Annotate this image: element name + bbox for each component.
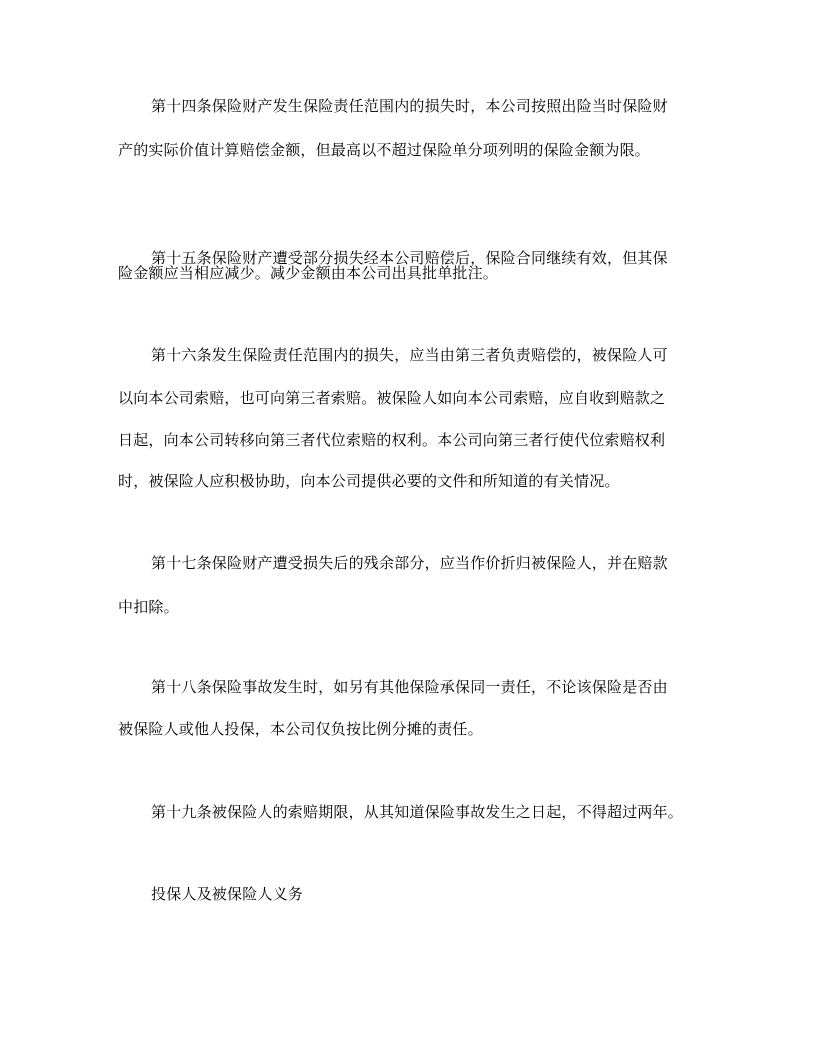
article-17-line-2: [0, 597, 816, 617]
article-14-line-1: [0, 96, 816, 116]
paragraph-text: 第十五条保险财产遭受部分损失经本公司赔偿后，保险合同继续有效，但其保: [151, 249, 668, 267]
article-18-line-2: [0, 719, 816, 739]
article-14-line-2: [0, 140, 816, 160]
article-15-line-2: [0, 263, 816, 283]
article-19-line-1: [0, 802, 816, 822]
paragraph-text: 第十七条保险财产遭受损失后的残余部分，应当作价折归被保险人，并在赔款: [151, 554, 668, 572]
paragraph-text: 以向本公司索赔，也可向第三者索赔。被保险人如向本公司索赔，应自收到赔款之: [118, 389, 666, 407]
section-heading-text: 投保人及被保险人义务: [151, 885, 304, 903]
paragraph-text: 第十八条保险事故发生时，如另有其他保险承保同一责任，不论该保险是否由: [151, 678, 668, 696]
article-17-line-1: [0, 553, 816, 573]
article-16-line-2: [0, 388, 816, 408]
paragraph-text: 时，被保险人应积极协助，向本公司提供必要的文件和所知道的有关情况。: [118, 472, 620, 490]
paragraph-text: 被保险人或他人投保，本公司仅负按比例分摊的责任。: [118, 720, 483, 738]
paragraph-text: 日起，向本公司转移向第三者代位索赔的权利。本公司向第三者行使代位索赔权利: [118, 431, 666, 449]
paragraph-text: 险金额应当相应减少。减少金额由本公司出具批单批注。: [118, 264, 499, 282]
article-18-line-1: [0, 677, 816, 697]
article-16-line-3: [0, 430, 816, 450]
section-heading: [0, 884, 816, 904]
paragraph-text: 第十六条发生保险责任范围内的损失，应当由第三者负责赔偿的，被保险人可: [151, 346, 668, 364]
article-16-line-4: [0, 471, 816, 491]
paragraph-text: 中扣除。: [118, 598, 179, 616]
paragraph-text: 第十九条被保险人的索赔期限，从其知道保险事故发生之日起，不得超过两年。: [151, 803, 684, 821]
paragraph-text: 产的实际价值计算赔偿金额，但最高以不超过保险单分项列明的保险金额为限。: [118, 141, 651, 159]
article-16-line-1: [0, 345, 816, 365]
paragraph-text: 第十四条保险财产发生保险责任范围内的损失时，本公司按照出险当时保险财: [151, 97, 668, 115]
